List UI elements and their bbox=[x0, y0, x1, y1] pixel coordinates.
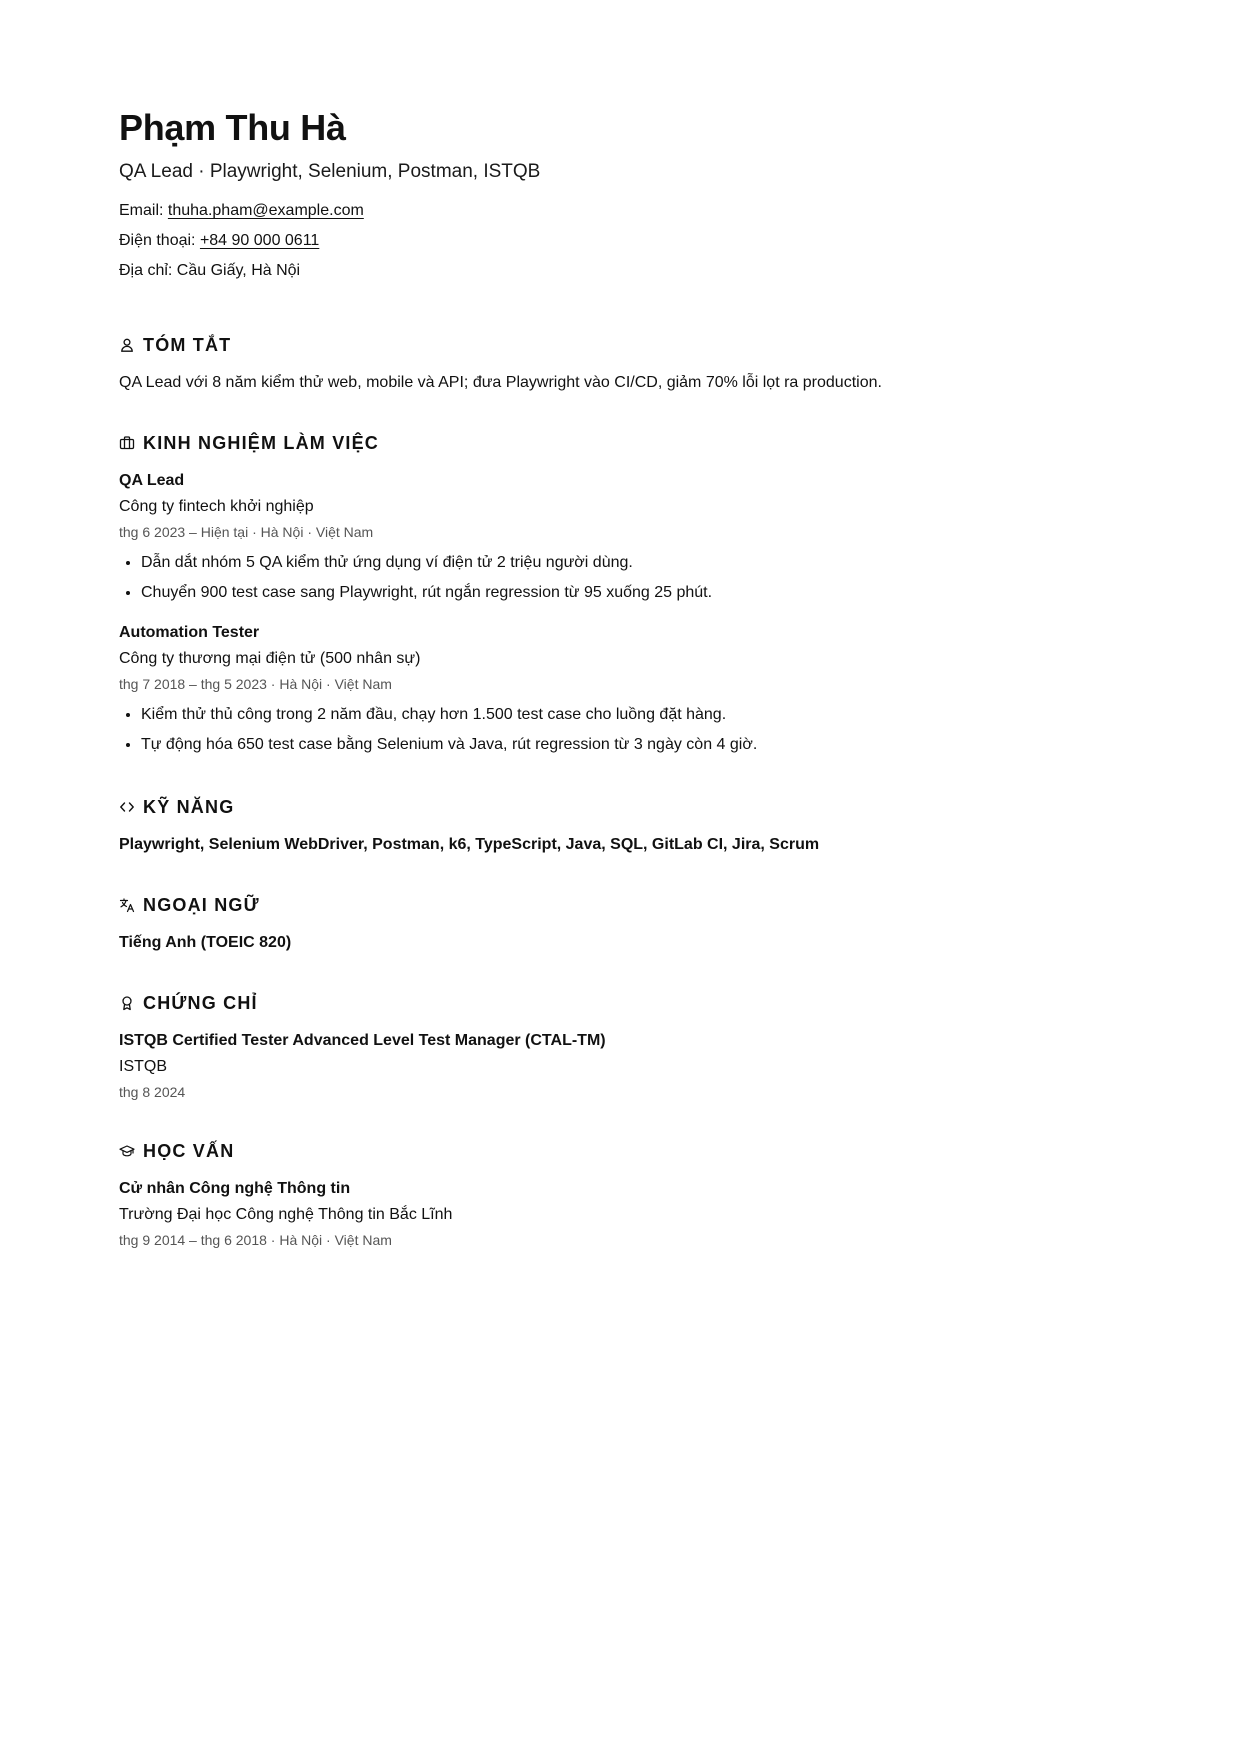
company-name: Công ty fintech khởi nghiệp bbox=[119, 498, 314, 515]
achievement-item: • Chuyển 900 test case sang Playwright, rút ngắn regression từ 95 xuống 25 phút. bbox=[141, 578, 1122, 608]
achievement-list bbox=[119, 700, 1122, 760]
section-body bbox=[119, 370, 1122, 396]
section-header bbox=[119, 794, 1122, 820]
certifications-section bbox=[119, 990, 1122, 1104]
section-body bbox=[119, 930, 1122, 956]
achievement-item: • Kiểm thử thủ công trong 2 năm đầu, chạy hơn 1.500 test case cho luồng đặt hàng. bbox=[141, 700, 1122, 730]
achievement-list bbox=[119, 548, 1122, 608]
section-title: KỸ NĂNG bbox=[143, 796, 235, 817]
experience-entry bbox=[119, 620, 1122, 760]
section-header bbox=[119, 1138, 1122, 1164]
skills-section bbox=[119, 794, 1122, 858]
company-name: Công ty thương mại điện tử (500 nhân sự) bbox=[119, 650, 421, 667]
section-body bbox=[119, 832, 1122, 858]
certification-entry bbox=[119, 1028, 1122, 1104]
summary-text: QA Lead với 8 năm kiểm thử web, mobile và API; đưa Playwright vào CI/CD, giảm 70% lỗi lọt ra production. bbox=[119, 374, 882, 391]
address-row: Địa chỉ: Cầu Giấy, Hà Nội bbox=[119, 262, 301, 279]
person-icon bbox=[119, 337, 135, 353]
graduation-cap-icon bbox=[119, 1143, 135, 1159]
languages-section bbox=[119, 892, 1122, 956]
achievement-item: • Dẫn dắt nhóm 5 QA kiểm thử ứng dụng ví điện tử 2 triệu người dùng. bbox=[141, 548, 1122, 578]
section-title: TÓM TẮT bbox=[143, 334, 232, 355]
email-link[interactable]: thuha.pham@example.com bbox=[167, 202, 364, 219]
education-entry bbox=[119, 1176, 1122, 1252]
job-title: Automation Tester bbox=[119, 624, 260, 641]
email-label: Email: bbox=[119, 202, 168, 219]
education-section bbox=[119, 1138, 1122, 1252]
degree-name: Cử nhân Công nghệ Thông tin bbox=[119, 1180, 351, 1197]
contact-info bbox=[119, 196, 1122, 286]
briefcase-icon bbox=[119, 435, 135, 451]
resume-header bbox=[119, 104, 1122, 286]
phone-row bbox=[119, 226, 1122, 256]
job-meta: thg 7 2018 – thg 5 2023 · Hà Nội · Việt Nam bbox=[119, 676, 392, 692]
translate-icon bbox=[119, 897, 135, 913]
section-body bbox=[119, 1176, 1122, 1252]
section-title: CHỨNG CHỈ bbox=[143, 992, 258, 1013]
section-header bbox=[119, 430, 1122, 456]
section-title: KINH NGHIỆM LÀM VIỆC bbox=[143, 432, 380, 453]
headline: QA Lead · Playwright, Selenium, Postman, ISTQB bbox=[119, 161, 541, 182]
certification-date: thg 8 2024 bbox=[119, 1084, 186, 1100]
code-icon bbox=[119, 799, 135, 815]
summary-section bbox=[119, 332, 1122, 396]
education-meta: thg 9 2014 – thg 6 2018 · Hà Nội · Việt Nam bbox=[119, 1232, 392, 1248]
certification-issuer: ISTQB bbox=[119, 1058, 168, 1075]
achievement-item: • Tự động hóa 650 test case bằng Selenium và Java, rút regression từ 3 ngày còn 4 giờ. bbox=[141, 730, 1122, 760]
section-body bbox=[119, 468, 1122, 760]
job-meta: thg 6 2023 – Hiện tại · Hà Nội · Việt Nam bbox=[119, 524, 374, 540]
section-header bbox=[119, 990, 1122, 1016]
award-icon bbox=[119, 995, 135, 1011]
experience-entry bbox=[119, 468, 1122, 608]
phone-label: Điện thoại: bbox=[119, 232, 200, 249]
section-title: NGOẠI NGỮ bbox=[143, 894, 260, 915]
section-header bbox=[119, 892, 1122, 918]
section-title: HỌC VẤN bbox=[143, 1140, 235, 1161]
section-header bbox=[119, 332, 1122, 358]
section-body bbox=[119, 1028, 1122, 1104]
language-item: Tiếng Anh (TOEIC 820) bbox=[119, 934, 292, 951]
certification-name: ISTQB Certified Tester Advanced Level Test Manager (CTAL-TM) bbox=[119, 1032, 606, 1049]
school-name: Trường Đại học Công nghệ Thông tin Bắc Lĩnh bbox=[119, 1206, 453, 1223]
job-title: QA Lead bbox=[119, 472, 185, 489]
email-row bbox=[119, 196, 1122, 226]
candidate-name: Phạm Thu Hà bbox=[119, 107, 346, 148]
phone-link[interactable]: +84 90 000 0611 bbox=[199, 232, 320, 249]
experience-section bbox=[119, 430, 1122, 760]
skills-list: Playwright, Selenium WebDriver, Postman, k6, TypeScript, Java, SQL, GitLab CI, Jira, Scrum bbox=[119, 836, 820, 853]
